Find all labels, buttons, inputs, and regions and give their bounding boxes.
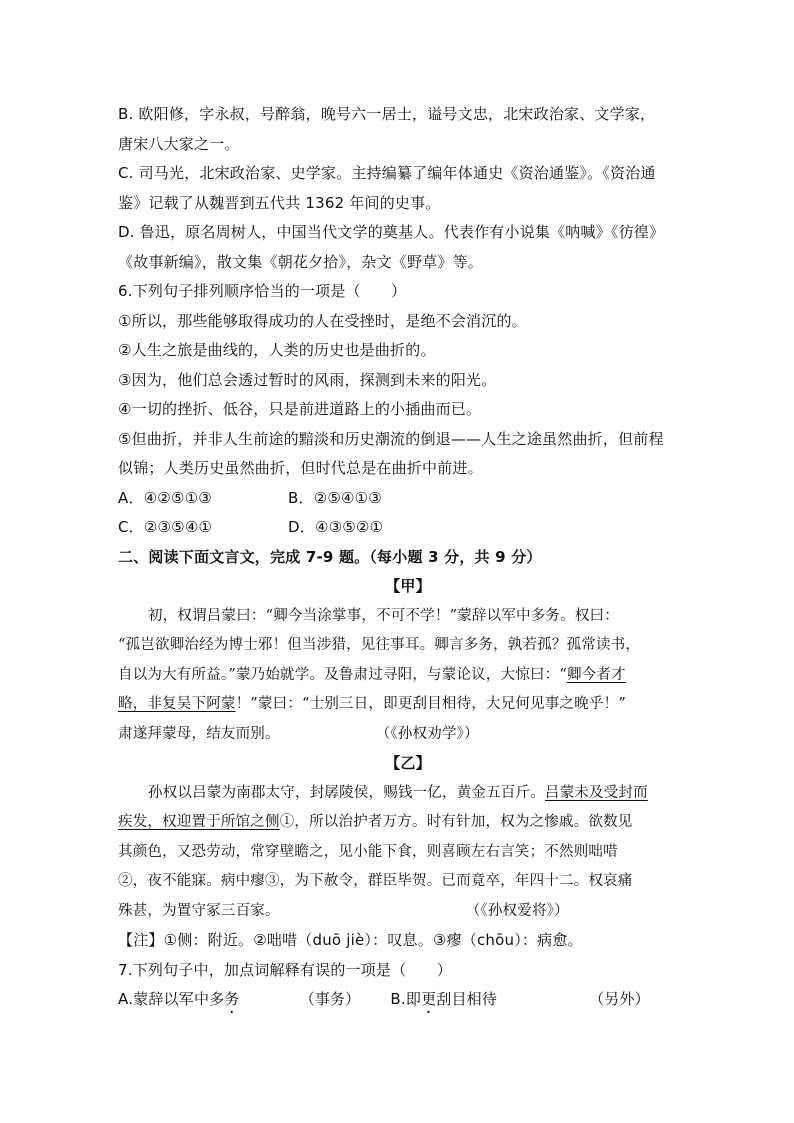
q7-option-b-prefix: B.即 xyxy=(390,990,422,1008)
passage-yi-title: 【乙】 xyxy=(385,754,431,772)
sentence-5-line1: ⑤但曲折，并非人生前途的黯淡和历史潮流的倒退——人生之途虽然曲折，但前程 xyxy=(118,429,664,448)
sentence-1: ①所以，那些能够取得成功的人在受挫时，是绝不会消沉的。 xyxy=(118,311,527,330)
underlined-yi-part2: 疾发，权迎置于所馆之侧 xyxy=(118,814,280,830)
jia-line3-text: 自以为大有所益。”蒙乃始就学。及鲁肃过寻阳，与蒙论议，大惊曰：“ xyxy=(118,666,567,683)
option-c-line1: C. 司马光，北宋政治家、史学家。主持编纂了编年体通史《资治通鉴》。《资治通 xyxy=(118,164,656,182)
sentence-3: ③因为，他们总会透过暂时的风雨，探测到未来的阳光。 xyxy=(118,370,497,389)
underlined-sentence-part1: 卿今者才 xyxy=(566,666,626,683)
yi-line1-text: 孙权以吕蒙为南郡太守，封孱陵侯，赐钱一亿，黄金五百斤。 xyxy=(148,784,545,801)
sentence-5-line2: 似锦；人类历史虽然曲折，但时代总是在曲折中前进。 xyxy=(118,459,483,477)
passage-jia-line5 xyxy=(118,720,698,750)
underlined-sentence-part2: 略，非复吴下阿蒙 xyxy=(118,696,236,712)
option-c: C．②③⑤④① xyxy=(118,518,213,536)
option-b-line1: B. 欧阳修，字永叔，号醉翁，晚号六一居士，谥号文忠，北宋政治家、文学家， xyxy=(118,105,656,123)
section-2-heading: 二、阅读下面文言文，完成 7-9 题。（每小题 3 分，共 9 分） xyxy=(118,547,542,566)
jia-line5-text: 肃遂拜蒙母，结友而别。 xyxy=(118,725,280,742)
passage-yi-line2 xyxy=(118,808,698,838)
passage-yi-source: （《孙权爱将》） xyxy=(465,902,569,919)
q7-option-b-gloss: （另外） xyxy=(589,990,650,1008)
passage-jia-title: 【甲】 xyxy=(385,577,431,595)
jia-line4-text: ！”蒙曰：“士别三日，即更刮目相待，大兄何见事之晚乎！” xyxy=(235,696,626,712)
option-a: A．④②⑤①③ xyxy=(118,488,212,507)
question-7-options xyxy=(118,985,698,1015)
document-body xyxy=(118,100,698,1015)
option-b-line2: 唐宋八大家之一。 xyxy=(118,134,240,153)
yi-line2-text: ①，所以治护者万方。时有针加，权为之惨戚。欲数见 xyxy=(279,814,633,830)
passage-jia-source: （《孙权劝学》） xyxy=(375,725,479,742)
question-6-stem: 6.下列句子排列顺序恰当的一项是（ ） xyxy=(118,282,407,300)
option-d: D．④③⑤②① xyxy=(288,518,384,536)
passage-yi-line5 xyxy=(118,897,698,927)
passage-yi-line1 xyxy=(118,779,698,809)
passage-jia-line3 xyxy=(118,661,698,691)
underlined-yi-part1: 吕蒙未及受封而 xyxy=(544,784,648,801)
option-d-line2: 《故事新编》，散文集《朝花夕拾》，杂文《野草》等。 xyxy=(118,252,484,271)
options-row-cd xyxy=(118,513,698,543)
annotation-note: 【注】①侧：附近。②咄唶（duō jiè）：叹息。③瘳（chōu）：病愈。 xyxy=(118,931,583,949)
passage-jia-line1: 初，权谓吕蒙曰：“卿今当涂掌事，不可不学！”蒙辞以军中多务。权曰： xyxy=(148,607,619,624)
passage-jia-line4 xyxy=(118,690,698,720)
option-b: B．②⑤④①③ xyxy=(288,488,382,507)
option-c-line2: 鉴》记载了从魏晋到五代共 1362 年间的史事。 xyxy=(118,193,441,212)
passage-yi-line4: ②，夜不能寐。病中瘳③，为下赦令，群臣毕贺。已而竟卒，年四十二。权哀痛 xyxy=(118,873,633,889)
q7-option-a-gloss: （事务） xyxy=(299,990,361,1008)
options-row-ab xyxy=(118,484,698,514)
option-d-line1: D. 鲁迅，原名周树人，中国当代文学的奠基人。代表作有小说集《呐喊》《彷徨》 xyxy=(118,223,665,241)
q7-option-a-dotted-word: 务 xyxy=(224,990,240,1008)
q7-option-b-text: 刮目相待 xyxy=(436,990,498,1008)
passage-jia-line2: “孤岂欲卿治经为博士邪！但当涉猎，见往事耳。卿言多务，孰若孤？孤常读书， xyxy=(118,637,641,653)
q7-option-a-text: A.蒙辞以军中多 xyxy=(118,990,225,1008)
yi-line5-text: 殊甚，为置守冢三百家。 xyxy=(118,902,280,919)
sentence-4: ④一切的挫折、低谷，只是前进道路上的小插曲而已。 xyxy=(118,400,482,418)
q7-option-b-dotted-word: 更 xyxy=(421,990,437,1008)
passage-yi-line3: 其颜色，又恐劳动，常穿壁瞻之，见小能下食，则喜顾左右言笑；不然则咄唶 xyxy=(118,843,618,860)
question-7-stem: 7.下列句子中，加点词解释有误的一项是（ ） xyxy=(118,960,452,979)
sentence-2: ②人生之旅是曲线的，人类的历史也是曲折的。 xyxy=(118,341,436,359)
